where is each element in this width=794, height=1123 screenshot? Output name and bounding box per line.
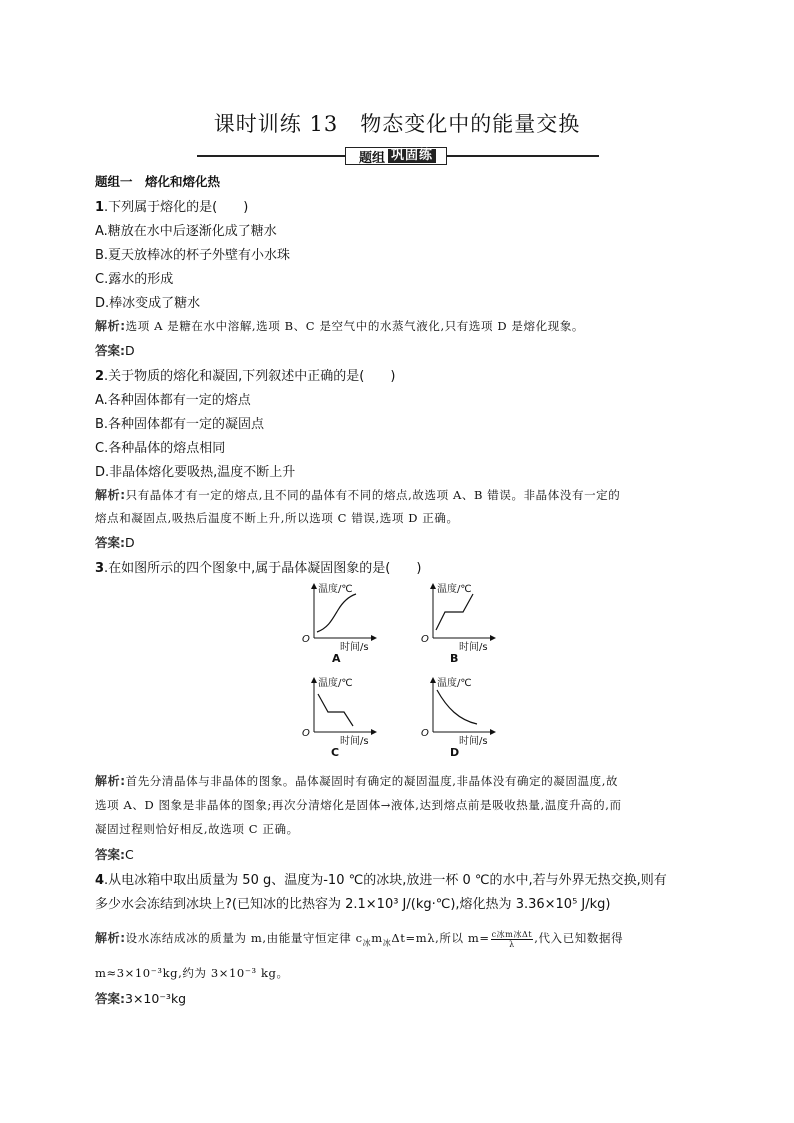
answer-value: D xyxy=(125,343,135,358)
graph-b-curve xyxy=(436,594,473,630)
explanation-label: 解析: xyxy=(95,774,126,788)
question-2-answer xyxy=(95,533,135,551)
fraction-numerator: c冰m冰Δt xyxy=(491,929,533,939)
graph-d-ylabel: 温度/℃ xyxy=(437,678,472,689)
explanation-text-a: 设水冻结成冰的质量为 m,由能量守恒定律 c xyxy=(125,931,363,945)
question-3-answer xyxy=(95,845,134,863)
question-2-option-c: C.各种晶体的熔点相同 xyxy=(95,441,226,456)
explanation-text: 选项 A 是糖在水中溶解,选项 B、C 是空气中的水蒸气液化,只有选项 D 是熔化现象。 xyxy=(125,319,585,333)
question-2-option-d: D.非晶体熔化要吸热,温度不断上升 xyxy=(95,465,296,480)
section-banner xyxy=(197,147,599,165)
answer-label: 答案: xyxy=(95,535,125,550)
graph-c-caption: C xyxy=(331,746,340,759)
question-3-explanation-line-3: 凝固过程则恰好相反,故选项 C 正确。 xyxy=(95,822,299,836)
graph-a-ylabel: 温度/℃ xyxy=(318,584,353,595)
graph-b-xlabel: 时间/s xyxy=(459,642,488,653)
subscript-ice: 冰 xyxy=(382,938,392,948)
question-3-stem xyxy=(95,557,421,576)
question-3-explanation-line-2: 选项 A、D 图象是非晶体的图象;再次分清熔化是固体→液体,达到熔点前是吸收热量,温度升高的,而 xyxy=(95,798,622,812)
question-1-option-a: A.糖放在水中后逐渐化成了糖水 xyxy=(95,224,277,239)
question-3-explanation-line-1 xyxy=(95,772,618,789)
graph-d-curve xyxy=(437,690,477,724)
graph-a-xlabel: 时间/s xyxy=(340,642,369,653)
question-2-option-b: B.各种固体都有一定的凝固点 xyxy=(95,417,265,432)
banner-line-left xyxy=(197,155,345,157)
subscript-ice: 冰 xyxy=(362,938,372,948)
question-4-explanation-line-1 xyxy=(95,929,623,949)
question-2-number: 2 xyxy=(95,369,105,384)
banner-part2: 巩固练 xyxy=(388,149,436,163)
graph-a xyxy=(298,582,398,667)
graph-d-xlabel: 时间/s xyxy=(459,736,488,747)
question-2-text: .关于物质的熔化和凝固,下列叙述中正确的是( ) xyxy=(104,369,396,384)
fraction xyxy=(491,930,534,949)
graph-b-ylabel: 温度/℃ xyxy=(437,584,472,595)
question-1-text: .下列属于熔化的是( ) xyxy=(104,200,249,215)
question-1-answer xyxy=(95,341,135,359)
question-4-text: .从电冰箱中取出质量为 50 g、温度为-10 ℃的冰块,放进一杯 0 ℃的水中,若与外界无热交换,则有 xyxy=(104,873,667,888)
question-2-stem xyxy=(95,365,395,384)
question-4-answer xyxy=(95,989,186,1007)
page-title: 课时训练 13 物态变化中的能量交换 xyxy=(213,112,581,136)
question-2-explanation-line-2: 熔点和凝固点,吸热后温度不断上升,所以选项 C 错误,选项 D 正确。 xyxy=(95,511,459,525)
banner-box xyxy=(345,147,447,165)
explanation-text-c: Δt=mλ,所以 m= xyxy=(391,931,490,945)
answer-label: 答案: xyxy=(95,343,125,358)
graph-a-origin: O xyxy=(302,634,310,645)
question-4-stem-line-2: 多少水会冻结到冰块上?(已知冰的比热容为 2.1×10³ J/(kg·℃),熔化热为 3.36×10⁵ J/kg) xyxy=(95,897,611,912)
question-3-number: 3 xyxy=(95,561,105,576)
question-1-explanation xyxy=(95,317,584,334)
graph-d xyxy=(417,676,517,761)
explanation-text-b: m xyxy=(371,931,383,945)
question-2-option-a: A.各种固体都有一定的熔点 xyxy=(95,393,251,408)
question-4-explanation-line-2: m≈3×10⁻³kg,约为 3×10⁻³ kg。 xyxy=(95,966,289,980)
graph-b-caption: B xyxy=(450,652,459,665)
banner-line-right xyxy=(447,155,599,157)
explanation-label: 解析: xyxy=(95,931,126,945)
answer-label: 答案: xyxy=(95,991,125,1006)
question-1-option-c: C.露水的形成 xyxy=(95,272,174,287)
question-2-explanation-line-1 xyxy=(95,486,620,503)
question-1-number: 1 xyxy=(95,200,105,215)
question-4-stem-line-1 xyxy=(95,869,667,888)
question-1-option-b: B.夏天放棒冰的杯子外壁有小水珠 xyxy=(95,248,291,263)
question-3-text: .在如图所示的四个图象中,属于晶体凝固图象的是( ) xyxy=(104,561,422,576)
graph-a-caption: A xyxy=(332,652,341,665)
explanation-text: 只有晶体才有一定的熔点,且不同的晶体有不同的熔点,故选项 A、B 错误。非晶体没有一定的 xyxy=(125,488,621,502)
question-4-number: 4 xyxy=(95,873,105,888)
answer-value: C xyxy=(125,847,134,862)
graph-b xyxy=(417,582,517,667)
explanation-text: 首先分清晶体与非晶体的图象。晶体凝固时有确定的凝固温度,非晶体没有确定的凝固温度,故 xyxy=(125,774,619,788)
graph-d-origin: O xyxy=(421,728,429,739)
banner-part1: 题组 xyxy=(358,150,385,166)
graph-a-curve xyxy=(317,594,356,632)
graph-c xyxy=(298,676,398,761)
graph-c-ylabel: 温度/℃ xyxy=(318,678,353,689)
graph-c-origin: O xyxy=(302,728,310,739)
answer-value: D xyxy=(125,535,135,550)
graph-c-curve xyxy=(318,694,353,726)
graph-c-xlabel: 时间/s xyxy=(340,736,369,747)
explanation-label: 解析: xyxy=(95,319,126,333)
graph-d-caption: D xyxy=(450,746,460,759)
explanation-label: 解析: xyxy=(95,488,126,502)
section-heading: 题组一 熔化和熔化热 xyxy=(95,174,221,189)
fraction-denominator: λ xyxy=(509,939,515,949)
explanation-text-d: ,代入已知数据得 xyxy=(534,931,624,945)
answer-label: 答案: xyxy=(95,847,125,862)
question-1-stem xyxy=(95,196,248,215)
graph-b-origin: O xyxy=(421,634,429,645)
question-1-option-d: D.棒冰变成了糖水 xyxy=(95,296,201,311)
answer-value: 3×10⁻³kg xyxy=(125,991,187,1006)
